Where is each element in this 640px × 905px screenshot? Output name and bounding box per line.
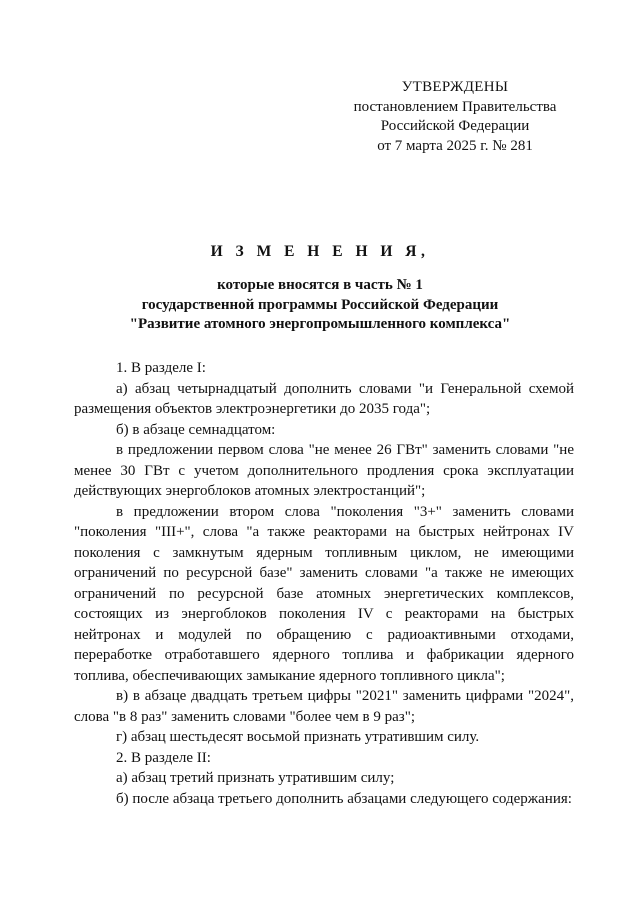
paragraph: в предложении втором слова "поколения "3+" заменить словами "поколения "III+", слова "а также реакторами на быстрых нейтронах IV поколения с замкнутым ядерным топливным циклом, не имеющими ограничений по ресурсной базе" заменить словами "а также не имеющих ограничений по ресурсной базе атомных энергетических комплексов, состоящих из энергоблоков поколения IV с реакторами на быстрых нейтронах и модулей по обращению с радиоактивными отходами, переработке отработавшего ядерного топлива и фабрикации ядерного топлива, обеспечивающих замыкание ядерного топливного цикла";	[74, 503, 574, 684]
paragraph: б) в абзаце семнадцатом:	[116, 421, 276, 438]
document-subtitle: государственной программы Российской Федерации	[141, 296, 499, 313]
paragraph: 1. В разделе I:	[116, 360, 206, 376]
approval-stamp	[330, 78, 580, 156]
document-body	[74, 358, 574, 809]
approval-title: УТВЕРЖДЕНЫ	[401, 79, 509, 95]
paragraph: в) в абзаце двадцать третьем цифры "2021" заменить цифрами "2024", слова "в 8 раз" заменить словами "более чем в 9 раз";	[74, 688, 574, 725]
paragraph: а) абзац четырнадцатый дополнить словами "и Генеральной схемой размещения объектов электроэнергетики до 2035 года";	[74, 380, 574, 417]
paragraph: б) после абзаца третьего дополнить абзацами следующего содержания:	[116, 790, 572, 807]
paragraph: 2. В разделе II:	[116, 749, 211, 766]
document-title: И З М Е Н Е Н И Я,	[210, 243, 430, 260]
document-subtitle: которые вносятся в часть № 1	[217, 277, 423, 293]
paragraph: г) абзац шестьдесят восьмой признать утратившим силу.	[116, 729, 480, 745]
approval-line: постановлением Правительства	[353, 98, 557, 115]
document-heading	[60, 243, 580, 335]
paragraph: а) абзац третий признать утратившим силу;	[116, 770, 395, 786]
approval-line: Российской Федерации	[380, 118, 530, 134]
program-name: "Развитие атомного энергопромышленного комплекса"	[129, 316, 511, 332]
approval-date-number: от 7 марта 2025 г. № 281	[377, 137, 533, 154]
paragraph: в предложении первом слова "не менее 26 ГВт" заменить словами "не менее 30 ГВт с учетом дополнительного продления срока эксплуатации действующих энергоблоков атомных электростанций";	[74, 442, 574, 499]
